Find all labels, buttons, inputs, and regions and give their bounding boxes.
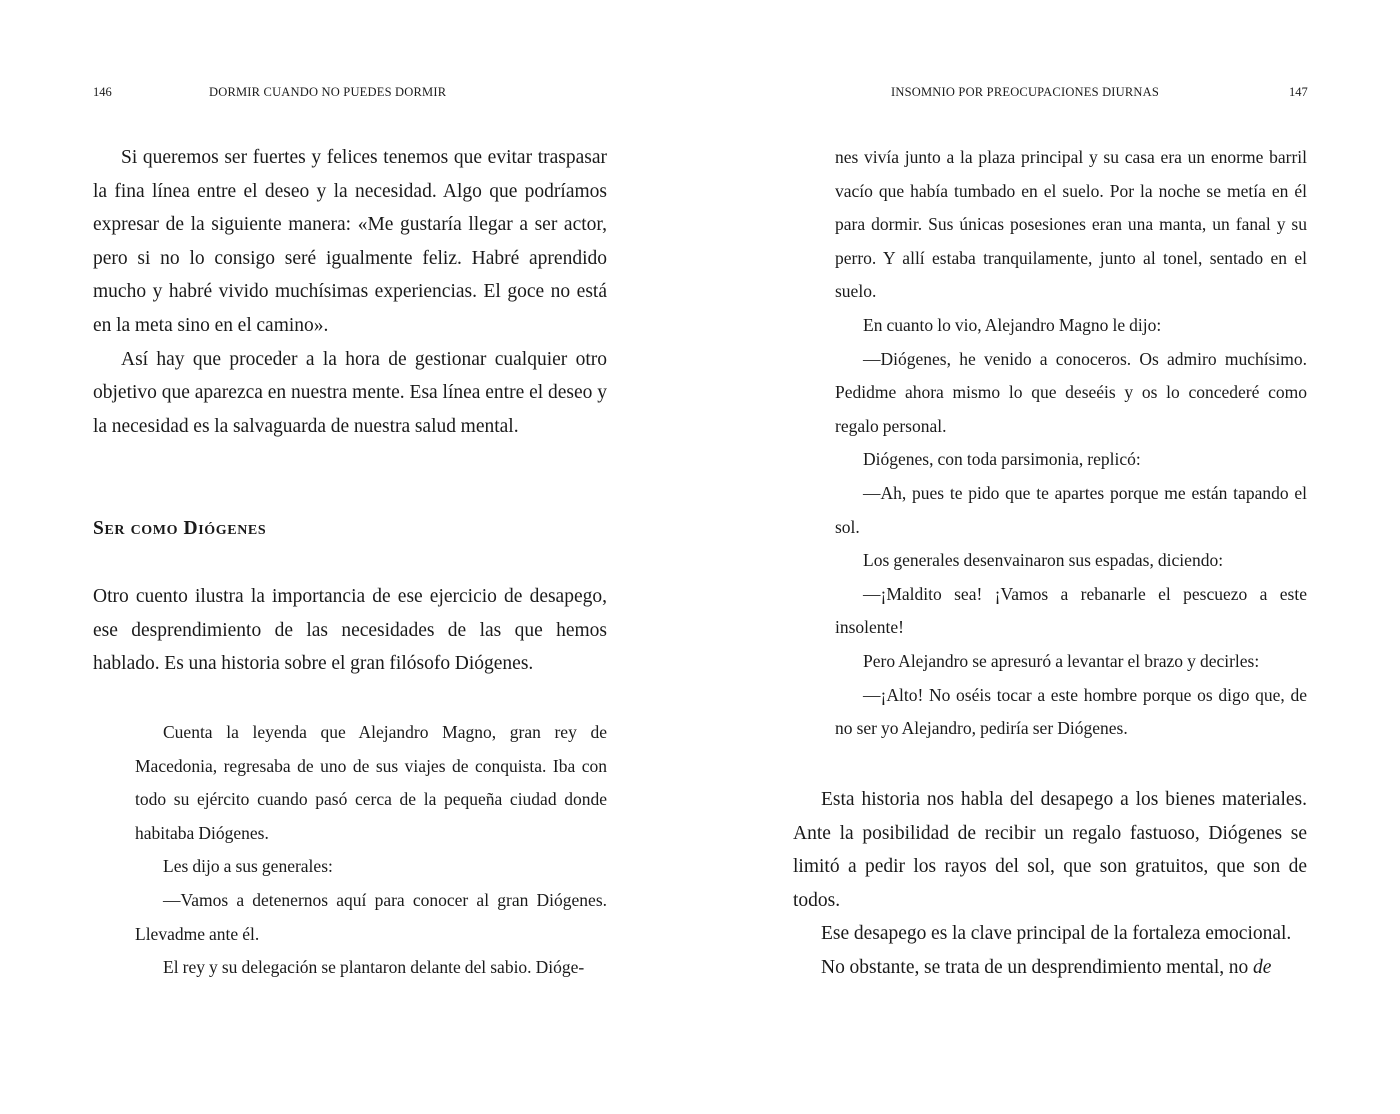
paragraph xyxy=(793,951,1307,985)
quote-paragraph: —¡Alto! No oséis tocar a este hombre porque os digo que, de no ser yo Alejandro, pediría ser Diógenes. xyxy=(835,684,1307,739)
quote-paragraph: Los generales desenvainaron sus espadas, diciendo: xyxy=(863,550,1224,571)
quote-paragraph: Cuenta la leyenda que Alejandro Magno, gran rey de Macedonia, regresaba de uno de sus viajes de conquista. Iba con todo su ejército cuando pasó cerca de la pequeña ciudad donde habitaba Diógenes. xyxy=(135,722,607,843)
italic-word: de xyxy=(1252,956,1272,978)
quote-paragraph: nes vivía junto a la plaza principal y su casa era un enorme barril vacío que había tumbado en el suelo. Por la noche se metía en él para dormir. Sus únicas posesiones eran una manta, un fanal y su perro. Y allí estaba tranquilamente, junto al tonel, sentado en el suelo. xyxy=(835,147,1307,302)
page-number: 147 xyxy=(1289,85,1308,99)
quote-paragraph: Les dijo a sus generales: xyxy=(163,856,333,877)
quote-paragraph: Pero Alejandro se apresuró a levantar el brazo y decirles: xyxy=(863,650,1260,671)
quote-paragraph: —Vamos a detenernos aquí para conocer al gran Diógenes. Llevadme ante él. xyxy=(135,889,607,944)
paragraph: Otro cuento ilustra la importancia de ese ejercicio de desapego, ese desprendimiento de las necesidades de las que hemos hablado. Es una historia sobre el gran filósofo Diógenes. xyxy=(93,586,607,675)
left-text-top xyxy=(93,141,607,443)
right-page xyxy=(700,0,1400,1114)
section-heading: Ser como Diógenes xyxy=(93,518,267,539)
paragraph: Así hay que proceder a la hora de gestionar cualquier otro objetivo que aparezca en nuestra mente. Esa línea entre el deseo y la necesidad es la salvaguarda de nuestra salud mental. xyxy=(93,348,607,437)
quote-paragraph: Diógenes, con toda parsimonia, replicó: xyxy=(863,449,1141,470)
paragraph: Ese desapego es la clave principal de la fortaleza emocional. xyxy=(821,923,1292,945)
quote-paragraph: —Diógenes, he venido a conoceros. Os admiro muchísimo. Pedidme ahora mismo lo que deseéis y os lo concederé como regalo personal. xyxy=(835,348,1307,436)
page-number: 146 xyxy=(93,85,112,99)
quote-paragraph: —Ah, pues te pido que te apartes porque me están tapando el sol. xyxy=(835,482,1307,537)
quote-paragraph: —¡Maldito sea! ¡Vamos a rebanarle el pescuezo a este insolente! xyxy=(835,583,1307,638)
quote-paragraph: El rey y su delegación se plantaron delante del sabio. Dióge- xyxy=(163,957,585,978)
paragraph: Esta historia nos habla del desapego a los bienes materiales. Ante la posibilidad de recibir un regalo fastuoso, Diógenes se limitó a pedir los rayos del sol, que son gratuitos, que son de todos. xyxy=(793,789,1307,911)
running-head: INSOMNIO POR PREOCUPACIONES DIURNAS xyxy=(891,85,1160,99)
running-head: DORMIR CUANDO NO PUEDES DORMIR xyxy=(209,85,447,99)
section xyxy=(93,512,607,546)
quote-paragraph: En cuanto lo vio, Alejandro Magno le dijo: xyxy=(863,314,1162,335)
left-text-mid xyxy=(93,580,607,681)
paragraph: Si queremos ser fuertes y felices tenemos que evitar traspasar la fina línea entre el deseo y la necesidad. Algo que podríamos expresar de la siguiente manera: «Me gustaría llegar a ser actor, pero si no lo consigo seré igualmente feliz. Habré aprendido mucho y habré vivido muchísimas experiencias. El goce no está en la meta sino en el camino». xyxy=(93,147,607,336)
quote-block xyxy=(835,141,1349,746)
quote-block xyxy=(93,716,607,985)
right-text-bottom xyxy=(793,783,1307,985)
paragraph-text: No obstante, se trata de un desprendimiento mental, no xyxy=(821,956,1249,978)
